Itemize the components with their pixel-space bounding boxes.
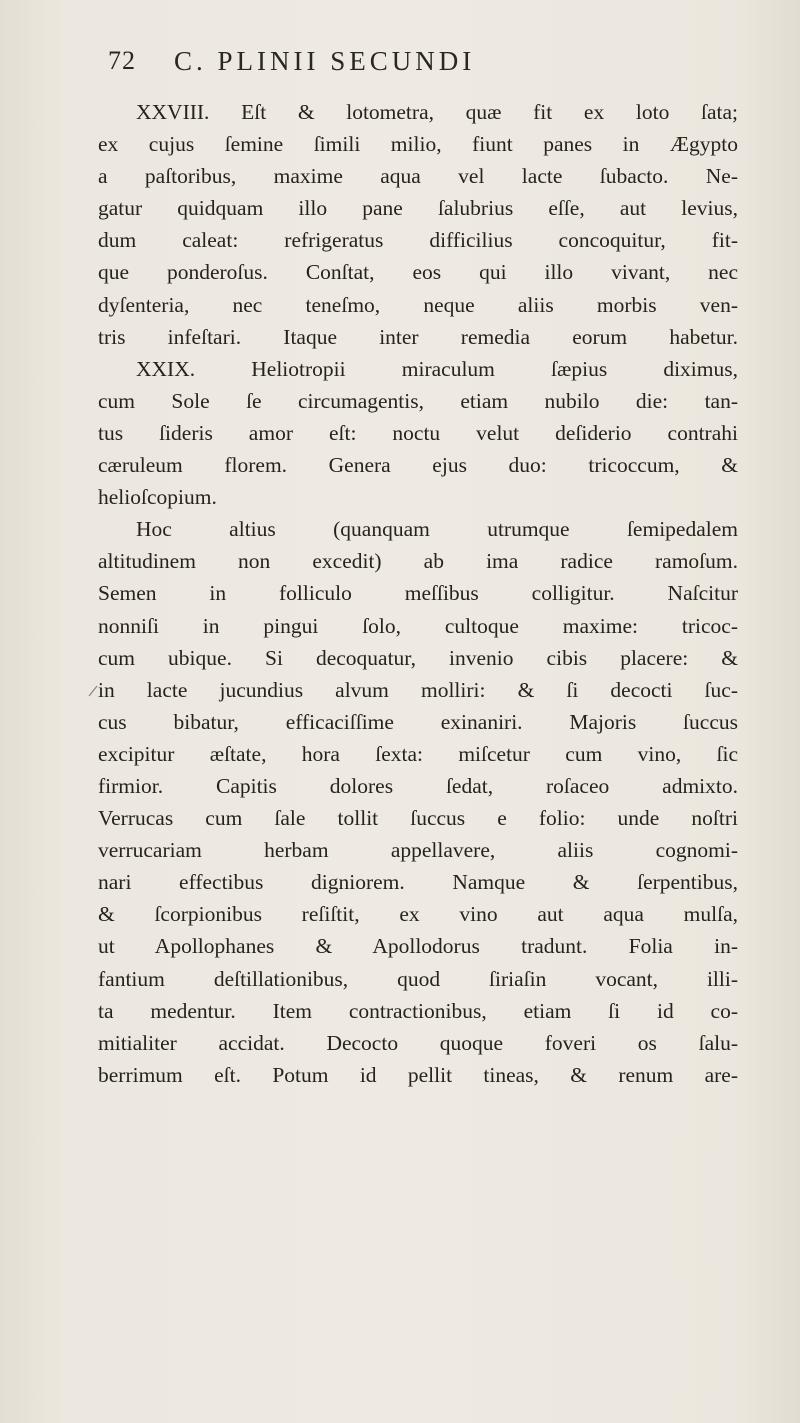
- text-line: berrimum eſt. Potum id pellit tineas, & renum are-: [98, 1062, 738, 1087]
- text-line: altitudinem non excedit) ab ima radice ramoſum.: [98, 549, 738, 574]
- text-line: firmior. Capitis dolores ſedat, roſaceo admixto.: [98, 773, 738, 798]
- page-header: [108, 46, 708, 90]
- text-line: Verrucas cum ſale tollit ſuccus e folio: unde noſtri: [98, 806, 738, 831]
- text-line: & ſcorpionibus reſiſtit, ex vino aut aqua mulſa,: [98, 902, 738, 927]
- text-line: ex cujus ſemine ſimili milio, fiunt panes in Ægypto: [98, 132, 738, 157]
- text-line: ta medentur. Item contractionibus, etiam ſi id co-: [98, 998, 738, 1023]
- running-head: C. PLINII SECUNDI: [174, 46, 476, 76]
- text-line: cæruleum florem. Genera ejus duo: tricoccum, &: [98, 453, 738, 478]
- text-line: cum Sole ſe circumagentis, etiam nubilo die: tan-: [98, 388, 738, 413]
- text-line: cum ubique. Si decoquatur, invenio cibis placere: &: [98, 645, 738, 670]
- text-line: cus bibatur, efficaciſſime exinaniri. Majoris ſuccus: [98, 709, 738, 734]
- body-text: [98, 96, 738, 1091]
- text-line: a paſtoribus, maxime aqua vel lacte ſubacto. Ne-: [98, 164, 738, 189]
- text-line: gatur quidquam illo pane ſalubrius eſſe, aut levius,: [98, 196, 738, 221]
- text-line: excipitur æſtate, hora ſexta: miſcetur cum vino, ſic: [98, 741, 738, 766]
- text-line: verrucariam herbam appellavere, aliis cognomi-: [98, 838, 738, 863]
- text-line: mitialiter accidat. Decocto quoque foveri os ſalu-: [98, 1030, 738, 1055]
- text-line: tus ſideris amor eſt: noctu velut deſiderio contrahi: [98, 420, 738, 445]
- text-line: Hoc altius (quanquam utrumque ſemipedalem: [136, 517, 738, 542]
- text-line: XXVIII. Eſt & lotometra, quæ fit ex loto ſata;: [136, 100, 738, 124]
- text-line: fantium deſtillationibus, quod ſiriaſin vocant, illi-: [98, 966, 738, 991]
- text-line: XXIX. Heliotropii miraculum ſæpius diximus,: [136, 356, 738, 381]
- text-line: dyſenteria, nec teneſmo, neque aliis morbis ven-: [98, 292, 738, 317]
- text-line: nonniſi in pingui ſolo, cultoque maxime: tricoc-: [98, 613, 738, 638]
- text-line: que ponderoſus. Conſtat, eos qui illo vivant, nec: [98, 260, 738, 285]
- text-line: dum caleat: refrigeratus difficilius concoquitur, fit-: [98, 228, 738, 253]
- page-number: 72: [108, 46, 136, 75]
- text-line: ut Apollophanes & Apollodorus tradunt. Folia in-: [98, 934, 738, 959]
- text-line: tris infeſtari. Itaque inter remedia eorum habetur.: [98, 324, 738, 349]
- text-line: nari effectibus digniorem. Namque & ſerpentibus,: [98, 870, 738, 895]
- text-line: in lacte jucundius alvum molliri: & ſi decocti ſuc-: [98, 677, 738, 702]
- text-line: helioſcopium.: [98, 485, 217, 510]
- text-line: Semen in folliculo meſſibus colligitur. Naſcitur: [98, 581, 738, 606]
